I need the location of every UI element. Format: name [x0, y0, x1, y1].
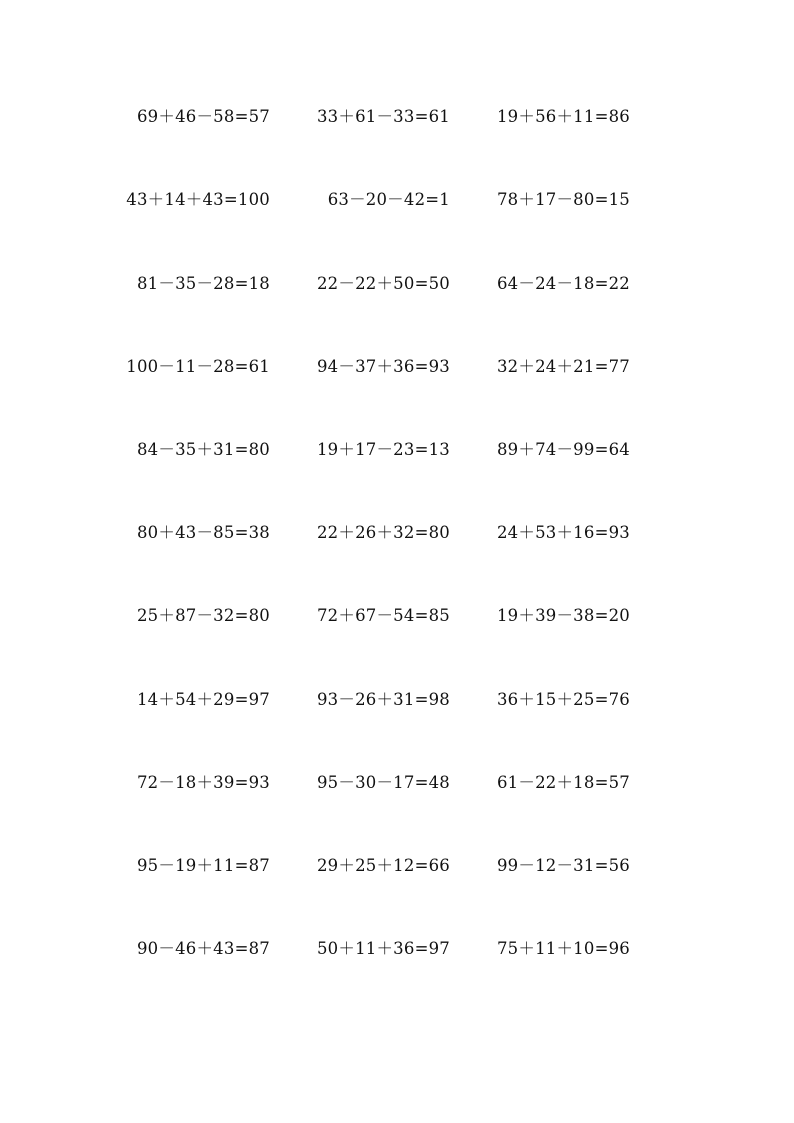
equation-row	[0, 185, 794, 215]
equation: 78＋17－80=15	[496, 190, 630, 209]
equation: 99－12－31=56	[496, 856, 630, 875]
equation: 61－22＋18=57	[496, 773, 630, 792]
equation: 93－26＋31=98	[316, 690, 450, 709]
equation: 43＋14＋43=100	[126, 190, 270, 209]
equation: 89＋74－99=64	[496, 440, 630, 459]
equation: 90－46＋43=87	[136, 939, 270, 958]
equation: 72＋67－54=85	[316, 606, 450, 625]
equation: 22＋26＋32=80	[316, 523, 450, 542]
equation-row	[0, 518, 794, 548]
equation-row	[0, 851, 794, 881]
equation: 14＋54＋29=97	[136, 690, 270, 709]
equation: 100－11－28=61	[126, 357, 270, 376]
equation: 32＋24＋21=77	[496, 357, 630, 376]
equation: 95－30－17=48	[316, 773, 450, 792]
equation: 22－22＋50=50	[316, 274, 450, 293]
equation: 50＋11＋36=97	[316, 939, 450, 958]
equation-row	[0, 352, 794, 382]
equation-row	[0, 685, 794, 715]
equation: 33＋61－33=61	[316, 107, 450, 126]
equation: 84－35＋31=80	[136, 440, 270, 459]
equation: 64－24－18=22	[496, 274, 630, 293]
equation: 80＋43－85=38	[136, 523, 270, 542]
equation: 94－37＋36=93	[316, 357, 450, 376]
equation: 63－20－42=1	[327, 190, 450, 209]
equation: 75＋11＋10=96	[496, 939, 630, 958]
equation: 25＋87－32=80	[136, 606, 270, 625]
equation: 24＋53＋16=93	[496, 523, 630, 542]
equation: 69＋46－58=57	[136, 107, 270, 126]
equation-row	[0, 934, 794, 964]
equation: 29＋25＋12=66	[316, 856, 450, 875]
equation-row	[0, 269, 794, 299]
equation: 36＋15＋25=76	[496, 690, 630, 709]
equation: 19＋56＋11=86	[496, 107, 630, 126]
equation-row	[0, 435, 794, 465]
equation-row	[0, 768, 794, 798]
equation: 72－18＋39=93	[136, 773, 270, 792]
equation: 19＋17－23=13	[316, 440, 450, 459]
equation: 95－19＋11=87	[136, 856, 270, 875]
equation-row	[0, 601, 794, 631]
equation: 81－35－28=18	[136, 274, 270, 293]
equation-row	[0, 102, 794, 132]
equation: 19＋39－38=20	[496, 606, 630, 625]
